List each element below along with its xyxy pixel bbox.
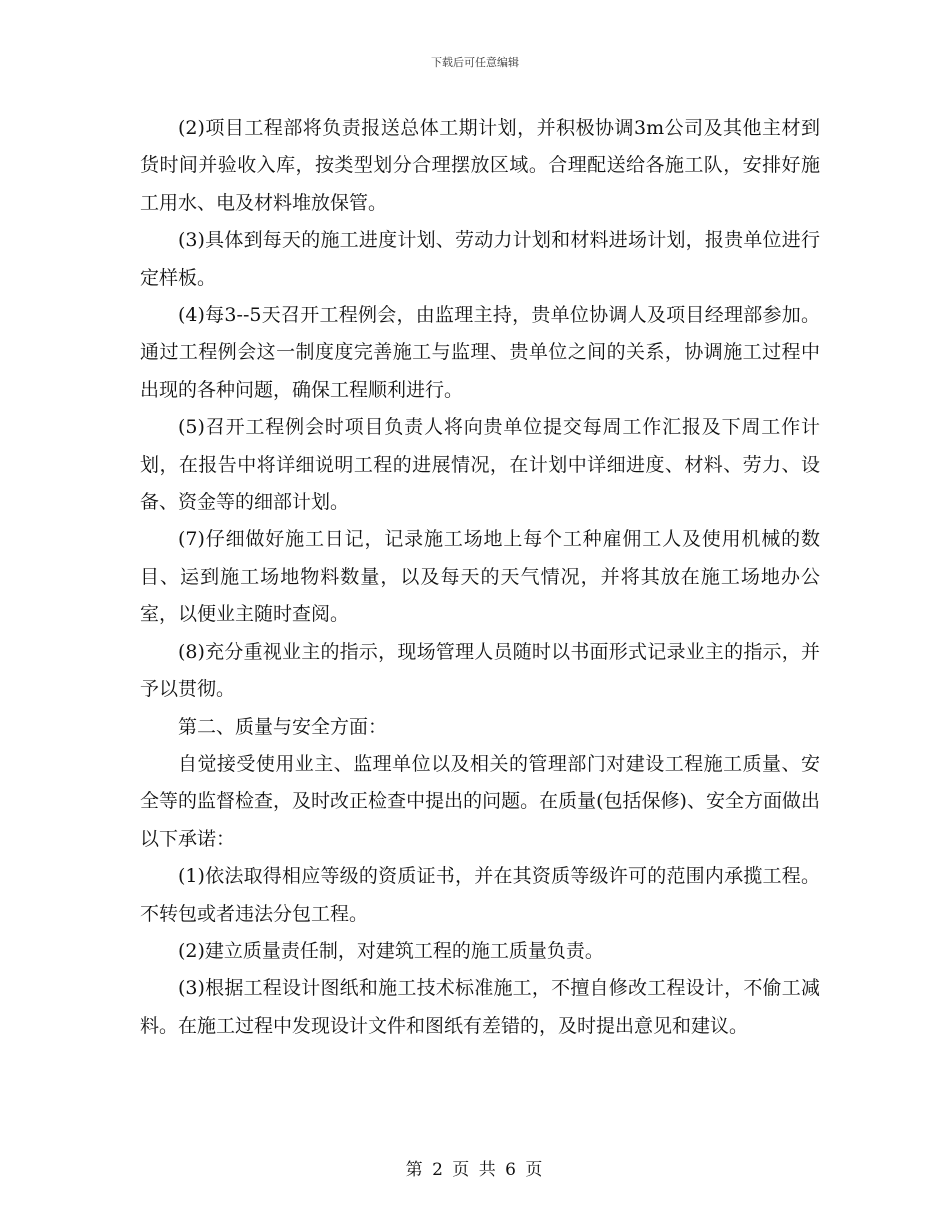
paragraph-intro-quality-safety: 自觉接受使用业主、监理单位以及相关的管理部门对建设工程施工质量、安全等的监督检查，及时改正检查中提出的问题。在质量(包括保修)、安全方面做出以下承诺： — [140, 752, 820, 850]
paragraph-item-7: (7)仔细做好施工日记，记录施工场地上每个工种雇佣工人及使用机械的数目、运到施工场地物料数量，以及每天的天气情况，并将其放在施工场地办公室，以便业主随时查阅。 — [140, 528, 820, 626]
paragraph-commitment-2: (2)建立质量责任制，对建筑工程的施工质量负责。 — [178, 939, 604, 962]
paragraph-item-8: (8)充分重视业主的指示，现场管理人员随时以书面形式记录业主的指示，并予以贯彻。 — [140, 640, 820, 701]
paragraph-item-2: (2)项目工程部将负责报送总体工期计划，并积极协调3m公司及其他主材到货时间并验收入库，按类型划分合理摆放区域。合理配送给各施工队，安排好施工用水、电及材料堆放保管。 — [140, 117, 820, 214]
paragraph-commitment-3: (3)根据工程设计图纸和施工技术标准施工，不擅自修改工程设计，不偷工减料。在施工过程中发现设计文件和图纸有差错的，及时提出意见和建议。 — [140, 977, 820, 1037]
paragraph-commitment-1: (1)依法取得相应等级的资质证书，并在其资质等级许可的范围内承揽工程。不转包或者违法分包工程。 — [140, 865, 820, 925]
page-number-footer: 第 2 页 共 6 页 — [405, 1160, 545, 1180]
paragraph-item-4: (4)每3--5天召开工程例会，由监理主持，贵单位协调人及项目经理部参加。通过工程例会这一制度度完善施工与监理、贵单位之间的关系，协调施工过程中出现的各种问题，确保工程顺利进行。 — [140, 304, 820, 401]
document-body — [140, 110, 820, 1045]
section-heading-quality-safety: 第二、质量与安全方面： — [178, 715, 388, 738]
paragraph-item-3: (3)具体到每天的施工进度计划、劳动力计划和材料进场计划，报贵单位进行定样板。 — [140, 229, 820, 289]
paragraph-item-5: (5)召开工程例会时项目负责人将向贵单位提交每周工作汇报及下周工作计划，在报告中将详细说明工程的进展情况，在计划中详细进度、材料、劳力、设备、资金等的细部计划。 — [140, 416, 820, 514]
page-header: 下载后可任意编辑 — [431, 56, 519, 69]
